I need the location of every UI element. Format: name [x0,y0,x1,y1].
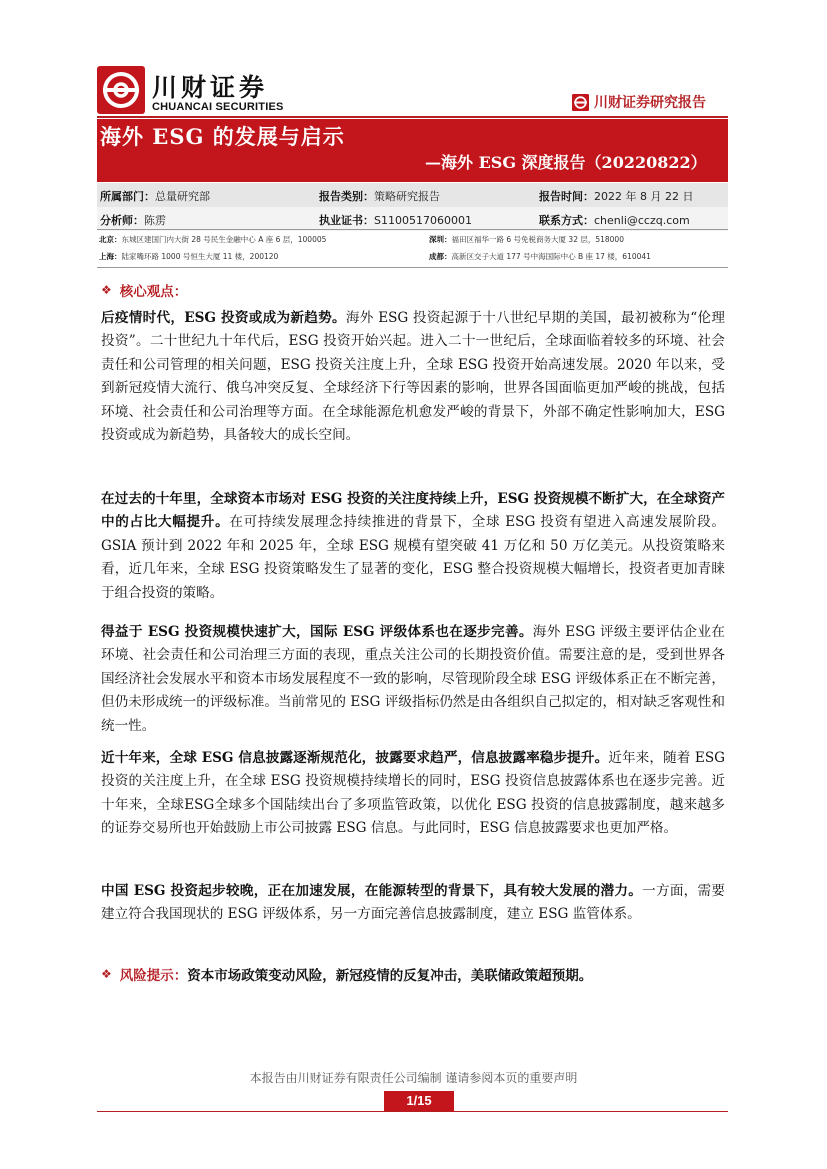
company-name-cn: 川财证券 [152,73,269,102]
core-paragraph-2 [101,488,725,605]
type-label: 报告类别： [319,190,374,203]
meta-row-2 [97,207,728,231]
paragraph-5-lead: 中国 ESG 投资起步较晚，正在加速发展，在能源转型的背景下，具有较大发展的潜力。 [101,883,643,899]
company-name-en: CHUANCAI SECURITIES [152,101,284,113]
core-view-heading [101,280,187,300]
paragraph-4-lead: 近十年来，全球 ESG 信息披露逐渐规范化，披露要求趋严，信息披露率稳步提升。 [101,750,609,766]
dept-value: 总量研究部 [155,190,210,203]
risk-warning [101,964,592,984]
paragraph-3-lead: 得益于 ESG 投资规模快速扩大，国际 ESG 评级体系也在逐步完善。 [101,624,533,640]
paragraph-2-body: 在可持续发展理念持续推进的背景下，全球 ESG 投资有望进入高速发展阶段。GSIA 预计到 2022 年和 2025 年，全球 ESG 规模有望突破 41 万亿和 50 万亿美元。从投资策略来看，近几年来，全球 ESG 投资策略发生了显著的变化，ESG 整合投资规模大幅增长，投资者更加青睐于组合投资的策略。 [101,514,725,601]
paragraph-4-body: 近年来，随着 ESG 投资的关注度上升，在全球 ESG 投资规模持续增长的同时，ESG 投资信息披露体系也在逐步完善。近十年来，全球ESG全球多个国陆续出台了多项监管政策，以优化 ESG 投资的信息披露制度，越来越多的证券交易所也开始鼓励上市公司披露 ESG 信息。与此同时，ESG 信息披露要求也更加严格。 [101,750,726,837]
shenzhen-address: 福田区福华一路 6 号免税商务大厦 32 层，518000 [451,235,624,244]
shanghai-label: 上海： [99,252,122,261]
company-logo-icon [97,66,145,114]
cert-label: 执业证书： [319,214,374,227]
beijing-label: 北京： [99,235,122,244]
paragraph-5-body: 一方面，需要建立符合我国现状的 ESG 评级体系，另一方面完善信息披露制度，建立 ESG 监管体系。 [101,883,726,923]
paragraph-1-body: 海外 ESG 投资起源于十八世纪早期的美国，最初被称为“伦理投资”。二十世纪九十年代后，ESG 投资开始兴起。进入二十一世纪后，全球面临着较多的环境、社会责任和公司管理的相关问题，ESG 投资关注度上升，全球 ESG 投资开始高速发展。2020 年以来，受到新冠疫情大流行、俄乌冲突反复、全球经济下行等因素的影响，世界各国面临更加严峻的挑战，包括环境、社会责任和公司治理等方面。在全球能源危机愈发严峻的背景下，外部不确定性影响加大，ESG 投资或成为新趋势，具备较大的成长空间。 [101,310,725,444]
chengdu-address: 高新区交子大道 177 号中海国际中心 B 座 17 楼，610041 [451,252,651,261]
meta-row-1 [97,183,728,207]
type-value: 策略研究报告 [374,190,440,203]
risk-text: 资本市场政策变动风险，新冠疫情的反复冲击，美联储政策超预期。 [187,968,593,984]
core-paragraph-3 [101,621,725,738]
time-label: 报告时间： [539,190,594,203]
shenzhen-label: 深圳： [429,235,452,244]
report-series [572,92,706,112]
core-paragraph-4 [101,747,725,841]
paragraph-1-lead: 后疫情时代，ESG 投资或成为新趋势。 [101,310,346,326]
chengdu-label: 成都： [429,252,452,261]
analyst-label: 分析师： [100,214,144,227]
core-paragraph-1 [101,307,725,447]
dept-label: 所属部门： [100,190,155,203]
core-paragraph-5 [101,880,725,927]
diamond-bullet-icon: ❖ [101,967,112,981]
contact-value[interactable]: chenli@cczq.com [594,214,690,227]
page-number: 1/15 [384,1091,454,1111]
report-subtitle: —海外 ESG 深度报告（20220822） [425,153,707,172]
report-title: 海外 ESG 的发展与启示 [100,124,345,149]
report-series-label: 川财证券研究报告 [594,95,706,111]
shanghai-address: 陆家嘴环路 1000 号恒生大厦 11 楼，200120 [121,252,279,261]
paragraph-2-lead: 在过去的十年里，全球资本市场对 ESG 投资的关注度持续上升，ESG 投资规模不断扩大，在全球资产中的占比大幅提升。 [101,491,725,531]
paragraph-3-body: 海外 ESG 评级主要评估企业在环境、社会责任和公司治理三方面的表现，重点关注公司的长期投资价值。需要注意的是，受到世界各国经济社会发展水平和资本市场发展程度不一致的影响，尽管现阶段全球 ESG 评级体系正在不断完善，但仍未形成统一的评级标准。当前常见的 ESG 评级指标仍然是由各组织自己拟定的，相对缺乏客观性和统一性。 [101,624,725,734]
risk-label: 风险提示： [119,968,188,984]
diamond-bullet-icon: ❖ [101,283,112,297]
small-logo-icon [572,94,589,111]
core-view-heading-text: 核心观点： [119,284,188,300]
analyst-value: 陈雳 [144,214,166,227]
time-value: 2022 年 8 月 22 日 [594,190,694,203]
footer-disclaimer: 本报告由川财证券有限责任公司编制 谨请参阅本页的重要声明 [249,1071,578,1085]
cert-value: S1100517060001 [374,214,472,227]
header-divider [97,116,728,118]
contact-label: 联系方式： [539,214,594,227]
footer-divider [97,1111,728,1112]
office-addresses [97,229,728,268]
beijing-address: 东城区建国门内大街 28 号民生金融中心 A 座 6 层，100005 [121,235,327,244]
